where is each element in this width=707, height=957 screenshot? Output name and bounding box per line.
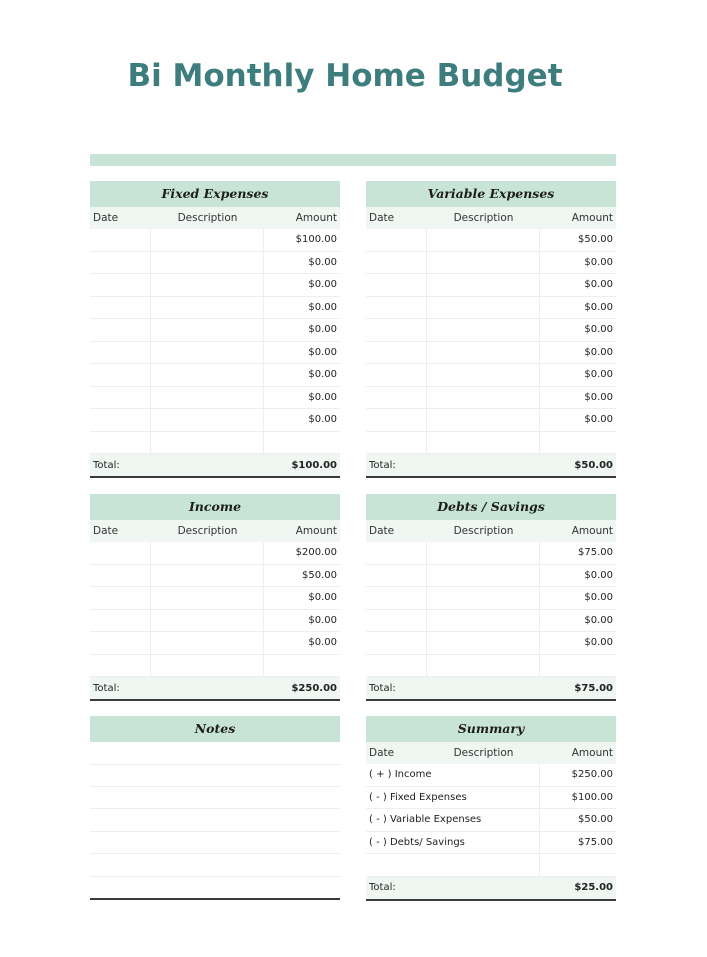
description-cell[interactable] — [151, 655, 265, 677]
summary-label: ( - ) Debts/ Savings — [366, 832, 540, 854]
date-cell[interactable] — [90, 655, 151, 677]
variable-expenses-table — [366, 181, 616, 478]
date-cell[interactable] — [366, 409, 427, 431]
description-cell[interactable] — [427, 387, 541, 409]
table-row — [366, 565, 616, 588]
description-cell[interactable] — [151, 432, 265, 454]
description-cell[interactable] — [151, 587, 265, 609]
date-cell[interactable] — [90, 364, 151, 386]
fixed-expenses-table — [90, 181, 340, 478]
date-header: Date — [93, 212, 119, 224]
total-label: Total: — [369, 459, 396, 471]
date-header: Date — [369, 212, 395, 224]
summary-row — [366, 809, 616, 832]
table-row — [366, 632, 616, 655]
total-label: Total: — [369, 682, 396, 694]
amount-cell[interactable]: $0.00 — [584, 324, 613, 335]
total-label: Total: — [369, 882, 396, 893]
description-cell[interactable] — [151, 252, 265, 274]
description-cell[interactable] — [427, 252, 541, 274]
date-cell[interactable] — [90, 342, 151, 364]
debts-savings-title: Debts / Savings — [366, 494, 616, 520]
description-cell[interactable] — [151, 229, 265, 251]
amount-cell[interactable]: $200.00 — [295, 547, 337, 558]
date-header: Date — [93, 525, 119, 537]
amount-header: Amount — [295, 525, 337, 537]
amount-cell[interactable]: $0.00 — [308, 346, 337, 358]
amount-cell[interactable]: $0.00 — [584, 414, 613, 425]
table-row — [90, 587, 340, 610]
notes-line[interactable] — [90, 832, 340, 855]
page-title: Bi Monthly Home Budget — [127, 58, 563, 94]
notes-line[interactable] — [90, 742, 340, 764]
description-cell[interactable] — [427, 297, 541, 319]
table-row — [90, 565, 340, 588]
summary-row — [366, 764, 616, 787]
table-row — [366, 252, 616, 275]
table-row — [366, 542, 616, 565]
amount-cell[interactable]: $0.00 — [308, 301, 337, 313]
date-cell[interactable] — [366, 610, 427, 632]
amount-cell[interactable]: $0.00 — [308, 414, 337, 425]
table-row — [90, 252, 340, 275]
description-header: Description — [453, 525, 514, 537]
date-cell[interactable] — [90, 632, 151, 654]
amount-header: Amount — [571, 525, 613, 537]
description-cell[interactable] — [151, 319, 265, 341]
table-row — [90, 432, 340, 455]
summary-value: $250.00 — [571, 769, 613, 780]
description-cell[interactable] — [151, 409, 265, 431]
amount-cell[interactable]: $0.00 — [308, 637, 337, 648]
total-value: $100.00 — [291, 459, 337, 471]
date-cell[interactable] — [366, 229, 427, 251]
summary-table — [366, 716, 616, 901]
description-cell[interactable] — [151, 387, 265, 409]
table-row — [366, 655, 616, 678]
notes-table — [90, 716, 340, 900]
amount-cell[interactable]: $0.00 — [584, 391, 613, 403]
summary-row — [366, 832, 616, 855]
description-cell[interactable] — [427, 409, 541, 431]
description-header: Description — [453, 212, 514, 224]
total-row — [366, 877, 616, 901]
amount-cell[interactable]: $100.00 — [295, 234, 337, 245]
amount-cell[interactable]: $0.00 — [308, 279, 337, 290]
summary-label: ( - ) Variable Expenses — [366, 809, 540, 831]
total-row — [90, 454, 340, 478]
description-cell[interactable] — [427, 319, 541, 341]
table-row — [90, 364, 340, 387]
table-row — [90, 655, 340, 678]
date-cell[interactable] — [366, 274, 427, 296]
total-value: $50.00 — [574, 459, 613, 471]
notes-line[interactable] — [90, 764, 340, 787]
summary-value: $100.00 — [571, 791, 613, 803]
amount-cell[interactable]: $0.00 — [584, 369, 613, 380]
description-cell[interactable] — [427, 342, 541, 364]
amount-cell[interactable]: $0.00 — [584, 592, 613, 603]
amount-cell[interactable]: $0.00 — [584, 637, 613, 648]
total-row — [90, 677, 340, 701]
date-cell[interactable] — [366, 342, 427, 364]
table-row — [366, 297, 616, 320]
description-cell[interactable] — [427, 542, 541, 564]
column-headers — [90, 520, 340, 542]
description-header: Description — [453, 747, 514, 759]
table-row — [366, 229, 616, 252]
date-cell[interactable] — [90, 542, 151, 564]
table-row — [90, 297, 340, 320]
table-row — [90, 632, 340, 655]
table-row — [366, 587, 616, 610]
description-cell[interactable] — [427, 229, 541, 251]
table-row — [90, 409, 340, 432]
amount-header: Amount — [571, 212, 613, 224]
description-cell[interactable] — [151, 565, 265, 587]
table-row — [366, 342, 616, 365]
date-cell[interactable] — [90, 252, 151, 274]
description-cell[interactable] — [151, 364, 265, 386]
total-label: Total: — [93, 459, 120, 471]
table-row — [90, 342, 340, 365]
amount-cell[interactable]: $0.00 — [308, 256, 337, 268]
description-cell[interactable] — [151, 632, 265, 654]
amount-cell[interactable]: $0.00 — [584, 346, 613, 358]
notes-title: Notes — [90, 716, 340, 742]
amount-header: Amount — [571, 747, 613, 759]
amount-cell[interactable]: $0.00 — [308, 391, 337, 403]
fixed-expenses-title: Fixed Expenses — [90, 181, 340, 207]
summary-title: Summary — [366, 716, 616, 742]
amount-cell[interactable]: $0.00 — [308, 324, 337, 335]
summary-row — [366, 854, 616, 877]
date-cell[interactable] — [90, 297, 151, 319]
amount-cell[interactable] — [540, 432, 616, 454]
date-cell[interactable] — [90, 587, 151, 609]
income-table — [90, 494, 340, 701]
table-row — [366, 274, 616, 297]
table-row — [90, 610, 340, 633]
description-cell[interactable] — [427, 364, 541, 386]
amount-cell[interactable]: $0.00 — [584, 614, 613, 626]
description-cell[interactable] — [151, 342, 265, 364]
summary-label: ( - ) Fixed Expenses — [366, 787, 540, 809]
description-cell[interactable] — [151, 297, 265, 319]
description-cell[interactable] — [151, 542, 265, 564]
amount-cell[interactable]: $50.00 — [578, 234, 613, 245]
date-cell[interactable] — [366, 655, 427, 677]
table-row — [90, 319, 340, 342]
table-row — [90, 542, 340, 565]
amount-cell[interactable]: $75.00 — [578, 547, 613, 558]
date-cell[interactable] — [90, 610, 151, 632]
amount-cell[interactable]: $0.00 — [584, 301, 613, 313]
summary-value: $75.00 — [578, 836, 613, 848]
table-row — [90, 387, 340, 410]
date-cell[interactable] — [366, 387, 427, 409]
table-row — [366, 387, 616, 410]
amount-cell[interactable] — [264, 432, 340, 454]
amount-cell[interactable]: $0.00 — [308, 614, 337, 626]
total-row — [366, 677, 616, 701]
summary-row — [366, 787, 616, 810]
total-value: $25.00 — [574, 882, 613, 893]
notes-line[interactable] — [90, 787, 340, 810]
date-cell[interactable] — [366, 252, 427, 274]
debts-savings-table — [366, 494, 616, 701]
date-cell[interactable] — [366, 632, 427, 654]
description-cell[interactable] — [151, 610, 265, 632]
description-cell[interactable] — [427, 632, 541, 654]
table-row — [90, 274, 340, 297]
column-headers — [366, 742, 616, 764]
date-cell[interactable] — [366, 364, 427, 386]
amount-cell[interactable]: $0.00 — [584, 569, 613, 581]
description-cell[interactable] — [151, 274, 265, 296]
header-bar — [90, 154, 616, 166]
column-headers — [366, 207, 616, 229]
amount-cell[interactable] — [264, 655, 340, 677]
date-cell[interactable] — [366, 297, 427, 319]
column-headers — [366, 520, 616, 542]
summary-label: ( + ) Income — [366, 764, 540, 786]
variable-expenses-title: Variable Expenses — [366, 181, 616, 207]
total-label: Total: — [93, 682, 120, 694]
amount-cell[interactable]: $0.00 — [308, 369, 337, 380]
date-cell[interactable] — [366, 432, 427, 454]
description-cell[interactable] — [427, 610, 541, 632]
date-cell[interactable] — [366, 319, 427, 341]
description-header: Description — [177, 212, 238, 224]
summary-value: $50.00 — [578, 814, 613, 825]
date-cell[interactable] — [366, 565, 427, 587]
table-row — [90, 229, 340, 252]
date-cell[interactable] — [90, 229, 151, 251]
total-value: $250.00 — [291, 682, 337, 694]
date-cell[interactable] — [366, 587, 427, 609]
table-row — [366, 319, 616, 342]
description-cell[interactable] — [427, 587, 541, 609]
notes-line[interactable] — [90, 877, 340, 900]
date-header: Date — [369, 525, 395, 537]
amount-cell[interactable]: $50.00 — [302, 569, 337, 581]
date-cell[interactable] — [90, 432, 151, 454]
amount-header: Amount — [295, 212, 337, 224]
table-row — [366, 432, 616, 455]
date-header: Date — [369, 747, 395, 759]
date-cell[interactable] — [366, 542, 427, 564]
amount-cell[interactable]: $0.00 — [584, 279, 613, 290]
date-cell[interactable] — [90, 274, 151, 296]
total-value: $75.00 — [574, 682, 613, 694]
description-header: Description — [177, 525, 238, 537]
income-title: Income — [90, 494, 340, 520]
notes-line[interactable] — [90, 809, 340, 832]
amount-cell[interactable]: $0.00 — [584, 256, 613, 268]
table-row — [366, 610, 616, 633]
description-cell[interactable] — [427, 565, 541, 587]
description-cell[interactable] — [427, 274, 541, 296]
date-cell[interactable] — [90, 387, 151, 409]
table-row — [366, 364, 616, 387]
date-cell[interactable] — [90, 319, 151, 341]
amount-cell[interactable]: $0.00 — [308, 592, 337, 603]
date-cell[interactable] — [90, 409, 151, 431]
date-cell[interactable] — [90, 565, 151, 587]
summary-value — [540, 854, 616, 876]
table-row — [366, 409, 616, 432]
column-headers — [90, 207, 340, 229]
notes-line[interactable] — [90, 854, 340, 877]
total-row — [366, 454, 616, 478]
amount-cell[interactable] — [540, 655, 616, 677]
description-cell[interactable] — [427, 432, 541, 454]
description-cell[interactable] — [427, 655, 541, 677]
summary-label — [366, 854, 540, 876]
